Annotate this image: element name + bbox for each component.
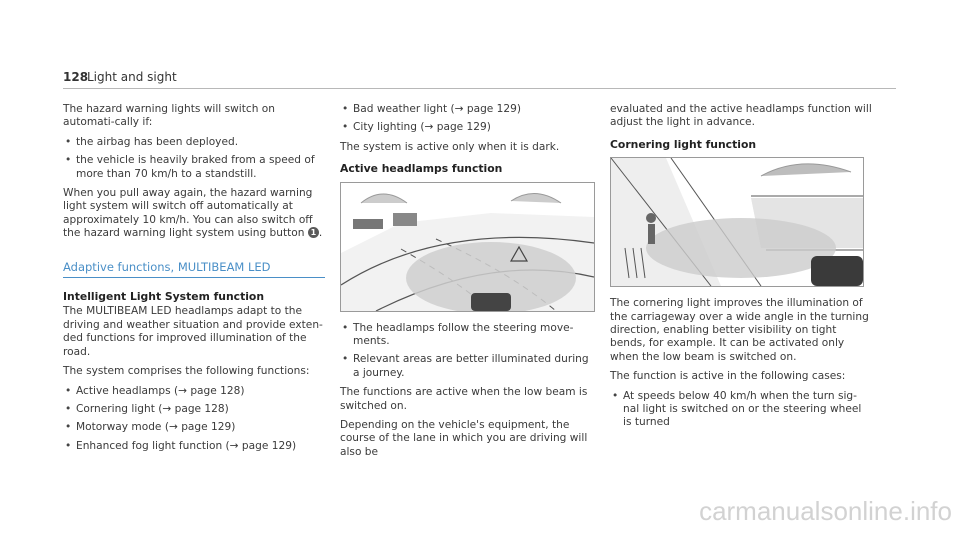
headlamps-behavior-list bbox=[340, 322, 596, 381]
button-number-badge: 1 bbox=[308, 227, 319, 238]
sub-heading: Intelligent Light System function bbox=[63, 290, 265, 304]
multibeam-paragraph: The MULTIBEAM LED headlamps adapt to the driving and weather situation and provide exten-ded functions for improved illumination of the road. bbox=[63, 305, 323, 358]
functions-list bbox=[63, 385, 325, 454]
watermark-text: carmanualsonline.info bbox=[699, 496, 952, 526]
list-item: • Motorway mode (→ page 129) bbox=[63, 421, 325, 434]
functions-list-cont bbox=[340, 103, 596, 135]
active-headlamps-illustration bbox=[340, 182, 595, 312]
column-2 bbox=[340, 103, 596, 465]
list-item: • the airbag has been deployed. bbox=[63, 136, 325, 149]
cornering-light-illustration bbox=[610, 157, 864, 287]
list-item: • City lighting (→ page 129) bbox=[340, 121, 596, 134]
evaluated-paragraph: evaluated and the active headlamps function will adjust the light in advance. bbox=[610, 103, 872, 129]
functions-intro: The system comprises the following functions: bbox=[63, 365, 310, 378]
list-item: • Enhanced fog light function (→ page 129) bbox=[63, 440, 325, 453]
column-3 bbox=[610, 103, 872, 436]
cornering-heading: Cornering light function bbox=[610, 137, 757, 151]
list-item: • Cornering light (→ page 128) bbox=[63, 403, 325, 416]
intro-paragraph: The hazard warning lights will switch on automati-cally if: bbox=[63, 103, 275, 129]
section-title: Light and sight bbox=[87, 70, 177, 84]
list-item: • Active headlamps (→ page 128) bbox=[63, 385, 325, 398]
active-headlamps-heading: Active headlamps function bbox=[340, 162, 503, 176]
list-item: • the vehicle is heavily braked from a speed of more than 70 km/h to a standstill. bbox=[63, 154, 325, 181]
list-item: • Bad weather light (→ page 129) bbox=[340, 103, 596, 116]
cases-intro: The function is active in the following cases: bbox=[610, 370, 846, 383]
equipment-paragraph: Depending on the vehicle's equipment, the course of the lane in which you are driving will also be bbox=[340, 419, 588, 458]
column-1 bbox=[63, 103, 325, 459]
switch-off-paragraph: When you pull away again, the hazard warning light system will switch off automatically at approximately 10 km/h. You can also switch off the hazard warning light system using button 1 . bbox=[63, 187, 323, 240]
list-item: • Relevant areas are better illuminated during a journey. bbox=[340, 353, 596, 380]
cases-list bbox=[610, 390, 872, 430]
airbag-list bbox=[63, 136, 325, 181]
page-number: 128 bbox=[63, 70, 89, 84]
section-heading: Adaptive functions, MULTIBEAM LED bbox=[63, 261, 325, 278]
list-item: • The headlamps follow the steering move-ments. bbox=[340, 322, 596, 349]
active-dark-paragraph: The system is active only when it is dark. bbox=[340, 140, 560, 153]
cornering-description: The cornering light improves the illumination of the carriageway over a wide angle in the turning direction, enabling better visibility on tight bends, for example. It can be activated only when the low beam is switched on. bbox=[610, 297, 869, 363]
list-item: • At speeds below 40 km/h when the turn sig-nal light is switched on or the steering wheel is turned bbox=[610, 390, 872, 430]
low-beam-paragraph: The functions are active when the low beam is switched on. bbox=[340, 386, 588, 412]
header-divider bbox=[63, 88, 896, 89]
